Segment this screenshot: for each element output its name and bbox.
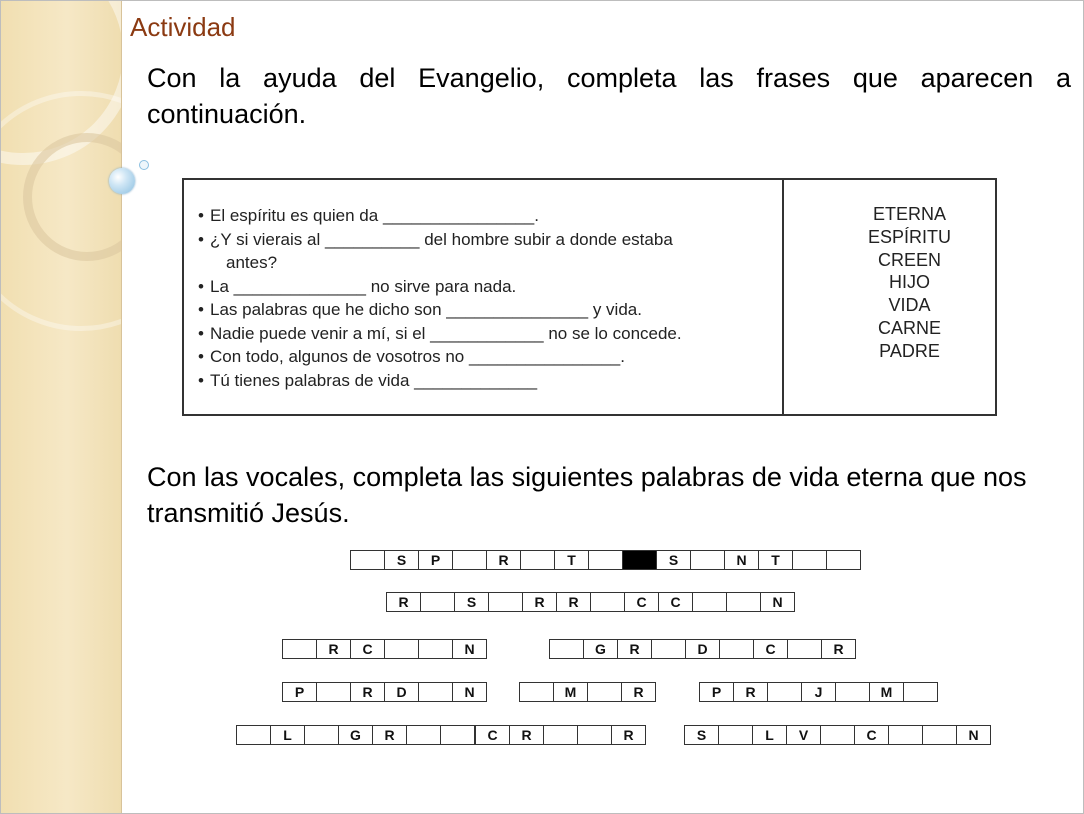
letter-cell: C (753, 639, 788, 659)
letter-cell: N (452, 682, 487, 702)
decorative-side-band (1, 1, 122, 813)
letter-cell[interactable] (651, 639, 686, 659)
word-puzzle-row (699, 682, 938, 702)
letter-cell: C (624, 592, 659, 612)
letter-cell: R (733, 682, 768, 702)
question-item (198, 322, 782, 346)
word-puzzle-row (475, 725, 646, 745)
word-bank-item: CREEN (877, 249, 941, 270)
letter-cell: T (758, 550, 793, 570)
letter-cell[interactable] (577, 725, 612, 745)
question-text: El espíritu es quien da ________________. (210, 206, 539, 225)
letter-cell[interactable] (406, 725, 441, 745)
word-puzzle-row (282, 639, 487, 659)
question-text: Nadie puede venir a mí, si el ____________ no se lo concede. (210, 323, 682, 343)
letter-cell[interactable] (304, 725, 339, 745)
bullet-icon: • (198, 370, 204, 390)
decorative-small-bubble-icon (139, 160, 149, 170)
letter-cell[interactable] (718, 725, 753, 745)
letter-cell[interactable] (692, 592, 727, 612)
word-separator-cell (622, 550, 657, 570)
letter-cell: P (418, 550, 453, 570)
letter-cell[interactable] (418, 639, 453, 659)
letter-cell: G (338, 725, 373, 745)
word-bank-item: CARNE (877, 317, 941, 338)
letter-cell: R (617, 639, 652, 659)
letter-cell: P (282, 682, 317, 702)
letter-cell: N (724, 550, 759, 570)
letter-cell: R (611, 725, 646, 745)
bullet-icon: • (198, 323, 204, 343)
question-text: Con todo, algunos de vosotros no ________________. (210, 347, 625, 366)
letter-cell: S (454, 592, 489, 612)
question-item (198, 275, 782, 299)
letter-cell[interactable] (835, 682, 870, 702)
letter-cell: R (522, 592, 557, 612)
letter-cell: R (350, 682, 385, 702)
letter-cell: S (384, 550, 419, 570)
question-text: La ______________ no sirve para nada. (210, 276, 517, 296)
word-puzzle-row (519, 682, 656, 702)
letter-cell: R (509, 725, 544, 745)
letter-cell: N (956, 725, 991, 745)
bullet-icon: • (198, 276, 204, 296)
letter-cell: S (656, 550, 691, 570)
question-item (198, 369, 782, 393)
letter-cell: J (801, 682, 836, 702)
question-item (198, 204, 782, 228)
letter-cell[interactable] (420, 592, 455, 612)
question-item (198, 345, 782, 369)
word-puzzle-row (236, 725, 475, 745)
letter-cell: M (869, 682, 904, 702)
slide-title: Actividad (130, 12, 236, 42)
letter-cell[interactable] (719, 639, 754, 659)
letter-cell: C (854, 725, 889, 745)
letter-cell[interactable] (316, 682, 351, 702)
letter-cell: N (452, 639, 487, 659)
letter-cell[interactable] (236, 725, 271, 745)
word-bank-item: ESPÍRITU (867, 226, 951, 247)
letter-cell: D (685, 639, 720, 659)
word-bank (784, 180, 995, 414)
letter-cell[interactable] (787, 639, 822, 659)
letter-cell: R (486, 550, 521, 570)
question-text: ¿Y si vierais al __________ del hombre subir a donde estaba (210, 229, 673, 249)
word-puzzle-row (282, 682, 487, 702)
question-continuation: antes? (226, 253, 278, 272)
letter-cell[interactable] (690, 550, 725, 570)
letter-cell: R (386, 592, 421, 612)
fill-in-box (182, 178, 997, 416)
letter-cell[interactable] (519, 682, 554, 702)
letter-cell[interactable] (440, 725, 475, 745)
letter-cell: D (384, 682, 419, 702)
letter-cell: R (316, 639, 351, 659)
letter-cell[interactable] (590, 592, 625, 612)
letter-cell[interactable] (888, 725, 923, 745)
letter-cell: G (583, 639, 618, 659)
bullet-icon: • (198, 229, 204, 249)
word-bank-item: ETERNA (872, 204, 946, 224)
question-text: Las palabras que he dicho son _______________ y vida. (210, 300, 642, 319)
letter-cell[interactable] (767, 682, 802, 702)
letter-cell: R (821, 639, 856, 659)
question-text: Tú tienes palabras de vida _____________ (210, 370, 538, 390)
letter-cell: C (350, 639, 385, 659)
word-puzzle-row (684, 725, 991, 745)
letter-cell: M (553, 682, 588, 702)
letter-cell: R (372, 725, 407, 745)
question-item (198, 298, 782, 322)
letter-cell[interactable] (792, 550, 827, 570)
letter-cell: P (699, 682, 734, 702)
letter-cell[interactable] (726, 592, 761, 612)
vowel-instruction-text: Con las vocales, completa las siguientes palabras de vida eterna que nos transmitió Jesús. (147, 462, 1027, 528)
bullet-icon: • (198, 347, 204, 366)
intro-text: Con la ayuda del Evangelio, completa las frases que aparecen a continuación. (147, 63, 1071, 129)
letter-cell: N (760, 592, 795, 612)
question-list (184, 180, 784, 414)
letter-cell[interactable] (543, 725, 578, 745)
letter-cell: L (270, 725, 305, 745)
word-puzzle-row (549, 639, 856, 659)
letter-cell: L (752, 725, 787, 745)
letter-cell: C (658, 592, 693, 612)
word-puzzle-row (386, 592, 795, 612)
letter-cell: R (556, 592, 591, 612)
letter-cell: R (621, 682, 656, 702)
letter-cell: S (684, 725, 719, 745)
letter-cell: T (554, 550, 589, 570)
letter-cell: V (786, 725, 821, 745)
word-bank-item: VIDA (888, 295, 931, 316)
letter-cell[interactable] (418, 682, 453, 702)
letter-cell[interactable] (549, 639, 584, 659)
bullet-icon: • (198, 206, 204, 225)
letter-cell[interactable] (587, 682, 622, 702)
letter-cell[interactable] (903, 682, 938, 702)
letter-cell[interactable] (384, 639, 419, 659)
letter-cell[interactable] (488, 592, 523, 612)
letter-cell: C (475, 725, 510, 745)
decorative-bubble-icon (109, 168, 135, 194)
word-puzzle-row (350, 550, 861, 570)
word-bank-item: HIJO (888, 272, 930, 293)
letter-cell[interactable] (350, 550, 385, 570)
letter-cell[interactable] (588, 550, 623, 570)
letter-cell[interactable] (820, 725, 855, 745)
word-bank-item: PADRE (879, 340, 940, 361)
bullet-icon: • (198, 300, 204, 319)
letter-cell[interactable] (826, 550, 861, 570)
letter-cell[interactable] (452, 550, 487, 570)
letter-cell[interactable] (922, 725, 957, 745)
question-item (198, 228, 782, 275)
letter-cell[interactable] (282, 639, 317, 659)
letter-cell[interactable] (520, 550, 555, 570)
